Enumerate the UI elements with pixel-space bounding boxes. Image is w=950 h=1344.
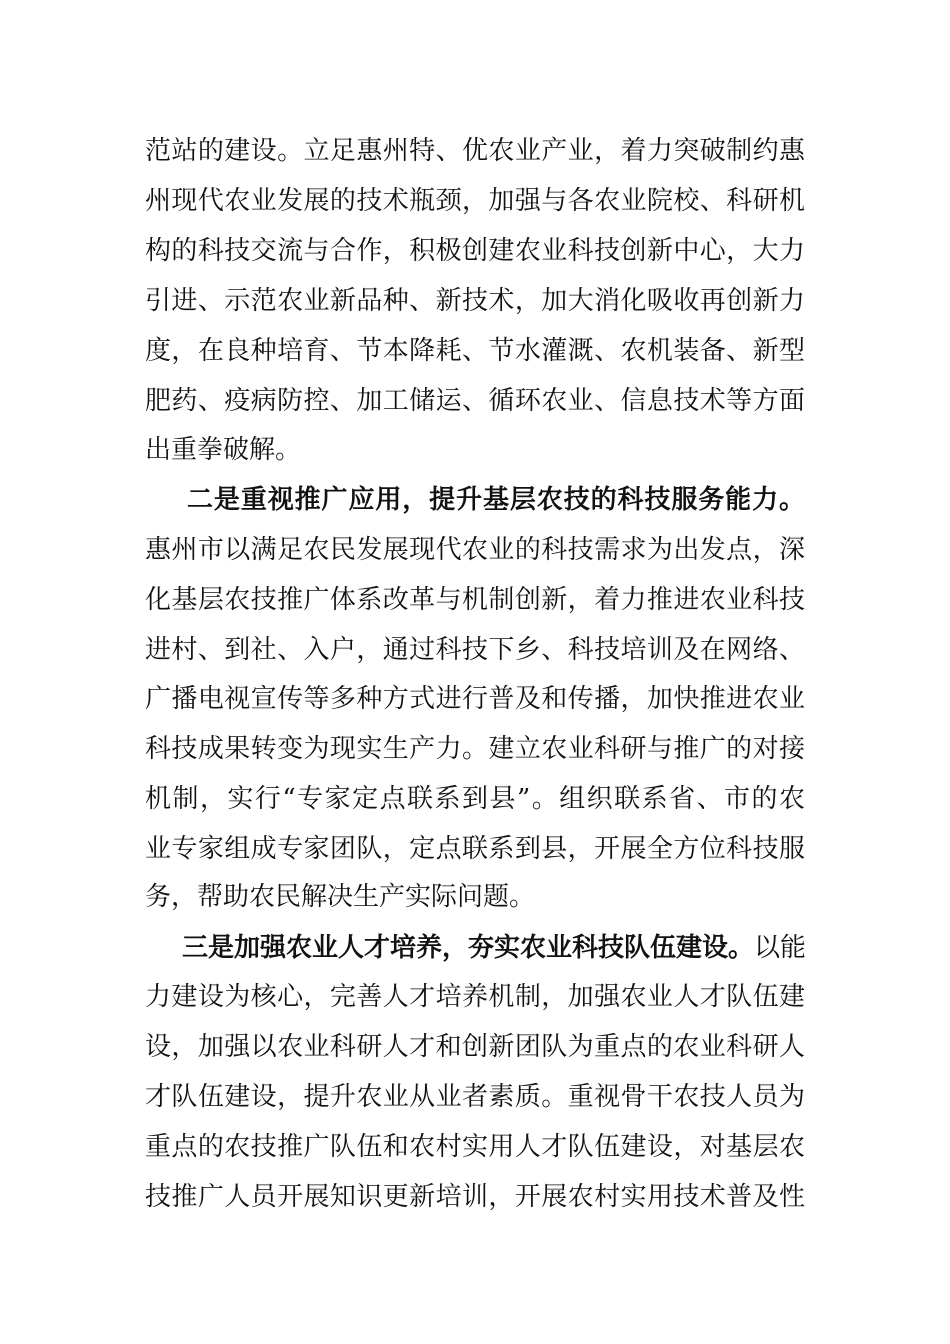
text-line: 肥药、疫病防控、加工储运、循环农业、信息技术等方面 xyxy=(145,386,805,416)
text-line: 惠州市以满足农民发展现代农业的科技需求为出发点，深 xyxy=(145,535,805,565)
text-line: 构的科技交流与合作，积极创建农业科技创新中心，大力 xyxy=(145,236,805,266)
section-heading-line xyxy=(182,928,805,968)
text-line: 范站的建设。立足惠州特、优农业产业，着力突破制约惠 xyxy=(145,136,805,166)
text-line: 州现代农业发展的技术瓶颈，加强与各农业院校、科研机 xyxy=(145,186,805,216)
text-line: 技推广人员开展知识更新培训，开展农村实用技术普及性 xyxy=(145,1182,805,1212)
text-line: 出重拳破解。 xyxy=(145,435,302,465)
text-line: 重点的农技推广队伍和农村实用人才队伍建设，对基层农 xyxy=(145,1132,805,1162)
text-run: 以能 xyxy=(754,933,807,963)
text-line: 进村、到社、入户，通过科技下乡、科技培训及在网络、 xyxy=(145,635,805,665)
text-line: 力建设为核心，完善人才培养机制，加强农业人才队伍建 xyxy=(145,982,805,1012)
text-line: 务，帮助农民解决生产实际问题。 xyxy=(145,882,536,912)
text-line: 业专家组成专家团队，定点联系到县，开展全方位科技服 xyxy=(145,834,805,864)
text-line: 化基层农技推广体系改革与机制创新，着力推进农业科技 xyxy=(145,585,805,615)
text-line: 设，加强以农业科研人才和创新团队为重点的农业科研人 xyxy=(145,1032,805,1062)
text-line: 科技成果转变为现实生产力。建立农业科研与推广的对接 xyxy=(145,734,805,764)
section-heading: 二是重视推广应用，提升基层农技的科技服务能力。 xyxy=(187,485,805,515)
text-line: 度，在良种培育、节本降耗、节水灌溉、农机装备、新型 xyxy=(145,336,805,366)
text-line: 机制，实行“专家定点联系到县”。组织联系省、市的农 xyxy=(145,784,805,814)
text-line: 广播电视宣传等多种方式进行普及和传播，加快推进农业 xyxy=(145,684,805,714)
text-line: 才队伍建设，提升农业从业者素质。重视骨干农技人员为 xyxy=(145,1082,805,1112)
text-line: 引进、示范农业新品种、新技术，加大消化吸收再创新力 xyxy=(145,286,805,316)
section-heading: 三是加强农业人才培养，夯实农业科技队伍建设。 xyxy=(182,933,755,963)
